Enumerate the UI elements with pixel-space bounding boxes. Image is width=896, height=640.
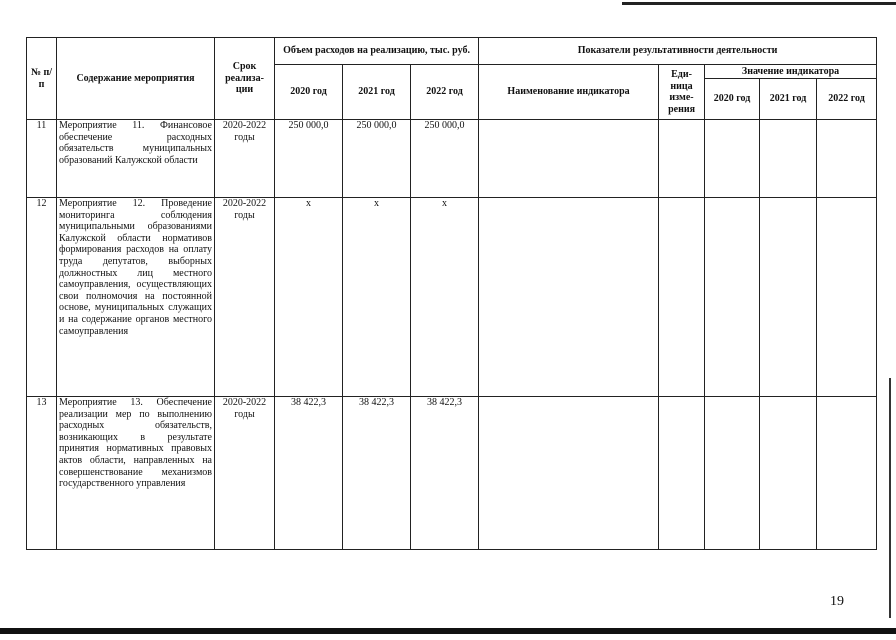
header-expenses: Объем расходов на реализацию, тыс. руб. — [275, 38, 479, 65]
header-term: Срок реализа-ции — [215, 38, 275, 120]
row-content: Мероприятие 13. Обеспечение реализации мер по выполнению расходных обязательств, возникающих в результате принятия нормативных правовых актов области, направленных на совершенствование механизмов государственного управления — [57, 397, 215, 550]
scan-artifact-top-line — [622, 2, 896, 5]
row-expense-2020: 38 422,3 — [275, 397, 343, 550]
row-value-2022 — [817, 120, 877, 198]
scan-artifact-bottom-line — [0, 628, 896, 634]
row-content: Мероприятие 11. Финансовое обеспечение расходных обязательств муниципальных образований Калужской области — [57, 120, 215, 198]
row-expense-2021: 38 422,3 — [343, 397, 411, 550]
row-expense-2022: х — [411, 198, 479, 397]
row-num: 12 — [27, 198, 57, 397]
header-indicator-name: Наименование индикатора — [479, 65, 659, 120]
table-row — [27, 120, 877, 198]
scan-artifact-right-line — [889, 378, 891, 618]
row-indicator-name — [479, 198, 659, 397]
row-value-2020 — [705, 120, 760, 198]
row-expense-2021: 250 000,0 — [343, 120, 411, 198]
row-unit — [659, 120, 705, 198]
row-value-2020 — [705, 397, 760, 550]
header-value-2022: 2022 год — [817, 79, 877, 120]
table-header-row-1 — [27, 38, 877, 65]
header-value-2021: 2021 год — [760, 79, 817, 120]
header-value-2020: 2020 год — [705, 79, 760, 120]
row-value-2021 — [760, 120, 817, 198]
row-value-2021 — [760, 198, 817, 397]
row-unit — [659, 198, 705, 397]
row-value-2021 — [760, 397, 817, 550]
row-num: 11 — [27, 120, 57, 198]
row-value-2022 — [817, 397, 877, 550]
row-value-2020 — [705, 198, 760, 397]
page-number: 19 — [830, 594, 844, 609]
table-row — [27, 397, 877, 550]
header-content: Содержание мероприятия — [57, 38, 215, 120]
row-expense-2022: 38 422,3 — [411, 397, 479, 550]
header-expense-2021: 2021 год — [343, 65, 411, 120]
row-unit — [659, 397, 705, 550]
row-term: 2020-2022 годы — [215, 198, 275, 397]
row-expense-2020: х — [275, 198, 343, 397]
row-content: Мероприятие 12. Проведение мониторинга соблюдения муниципальными образованиями Калужской области нормативов формирования расходов на оплату труда депутатов, выборных должностных лиц местного самоуправления, осуществляющих свои полномочия на постоянной основе, муниципальных служащих и на содержание органов местного самоуправления — [57, 198, 215, 397]
row-term: 2020-2022 годы — [215, 397, 275, 550]
row-value-2022 — [817, 198, 877, 397]
program-activities-table — [26, 37, 877, 550]
row-num: 13 — [27, 397, 57, 550]
header-num: № п/п — [27, 38, 57, 120]
row-indicator-name — [479, 120, 659, 198]
table-row — [27, 198, 877, 397]
row-expense-2022: 250 000,0 — [411, 120, 479, 198]
row-expense-2021: х — [343, 198, 411, 397]
row-term: 2020-2022 годы — [215, 120, 275, 198]
header-expense-2022: 2022 год — [411, 65, 479, 120]
header-expense-2020: 2020 год — [275, 65, 343, 120]
row-indicator-name — [479, 397, 659, 550]
header-indicator-value: Значение индикатора — [705, 65, 877, 79]
header-unit: Еди-ница изме-рения — [659, 65, 705, 120]
row-expense-2020: 250 000,0 — [275, 120, 343, 198]
header-indicators: Показатели результативности деятельности — [479, 38, 877, 65]
